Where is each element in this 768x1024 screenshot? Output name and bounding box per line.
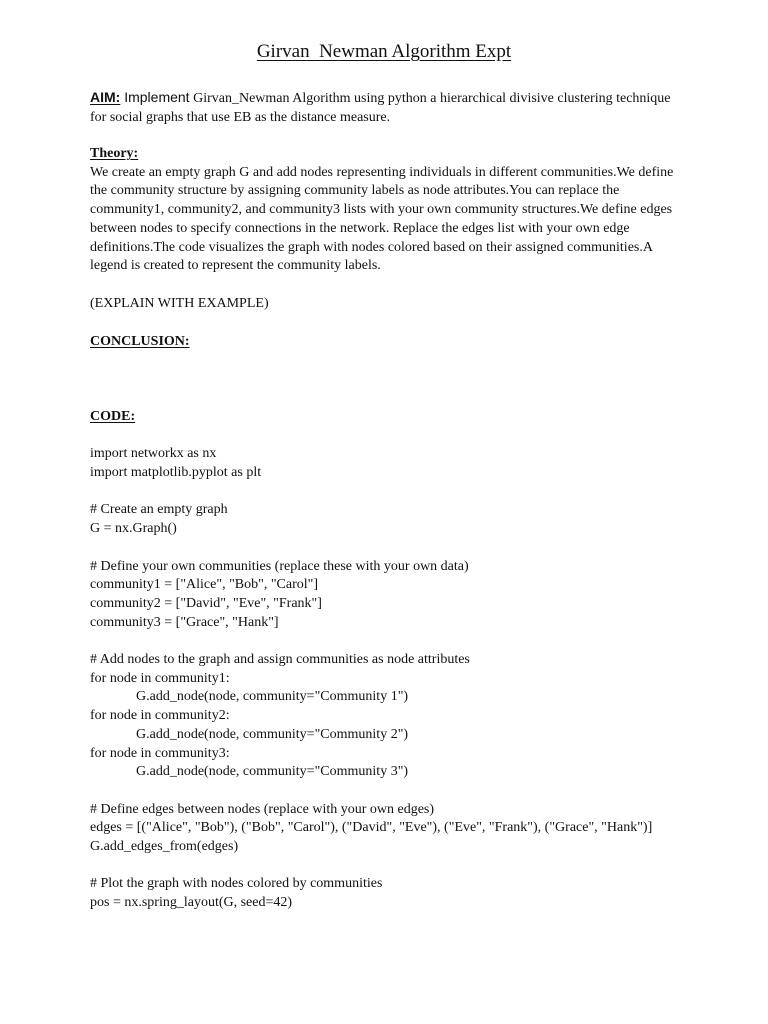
code-line: community2 = ["David", "Eve", "Frank"] — [90, 595, 322, 611]
code-line: pos = nx.spring_layout(G, seed=42) — [90, 895, 293, 911]
theory-section — [90, 145, 690, 276]
page-title: Girvan Newman Algorithm Expt — [256, 41, 512, 62]
aim-section — [90, 88, 690, 127]
conclusion-section — [90, 333, 690, 352]
theory-heading: Theory: — [90, 146, 139, 161]
code-line: import matplotlib.pyplot as plt — [90, 465, 262, 481]
code-line: # Add nodes to the graph and assign communities as node attributes — [90, 652, 470, 668]
code-line: # Define your own communities (replace these with your own data) — [90, 558, 469, 574]
theory-line: between nodes to specify connections in the network. Replace the edges list with your own edge — [90, 220, 630, 236]
code-line: edges = [("Alice", "Bob"), ("Bob", "Carol"), ("David", "Eve"), ("Eve", "Frank"), ("Grace", "Hank")] — [90, 820, 653, 836]
theory-line: legend is created to represent the community labels. — [90, 258, 381, 274]
code-line — [90, 857, 690, 876]
code-line — [90, 483, 690, 502]
code-line: import networkx as nx — [90, 446, 217, 462]
code-line: G.add_node(node, community="Community 1") — [136, 689, 409, 705]
theory-line: community1, community2, and community3 lists with your own community structures.We define edges — [90, 202, 673, 218]
code-line: community3 = ["Grace", "Hank"] — [90, 614, 279, 630]
code-line: G = nx.Graph() — [90, 521, 177, 537]
code-line: G.add_edges_from(edges) — [90, 839, 239, 855]
explain-note: (EXPLAIN WITH EXAMPLE) — [90, 296, 269, 311]
code-line: # Plot the graph with nodes colored by communities — [90, 876, 383, 892]
code-line: community1 = ["Alice", "Bob", "Carol"] — [90, 577, 319, 593]
code-line — [90, 632, 690, 651]
explain-note-block — [90, 295, 690, 314]
code-line — [90, 539, 690, 558]
aim-text: Girvan_Newman Algorithm using python a hierarchical divisive clustering technique — [189, 91, 671, 106]
blank-line — [90, 427, 690, 446]
code-line: for node in community2: — [90, 708, 230, 724]
aim-line-1 — [90, 88, 690, 109]
aim-line-2: for social graphs that use EB as the distance measure. — [90, 109, 391, 125]
code-line: G.add_node(node, community="Community 2") — [136, 726, 409, 742]
code-line: # Define edges between nodes (replace with your own edges) — [90, 801, 435, 817]
conclusion-heading: CONCLUSION: — [90, 334, 190, 349]
code-line: G.add_node(node, community="Community 3") — [136, 764, 409, 780]
code-line: for node in community3: — [90, 745, 230, 761]
theory-line: definitions.The code visualizes the graph with nodes colored based on their assigned communities.A — [90, 239, 653, 255]
code-line — [90, 782, 690, 801]
code-section — [90, 408, 690, 913]
code-line: # Create an empty graph — [90, 502, 228, 518]
code-heading: CODE: — [90, 409, 136, 424]
theory-line: the community structure by assigning community labels as node attributes.You can replace the — [90, 183, 620, 199]
theory-line: We create an empty graph G and add nodes representing individuals in different communities.We define — [90, 164, 674, 180]
aim-implement-word: Implement — [120, 89, 190, 105]
aim-label: AIM: — [90, 89, 121, 105]
code-line: for node in community1: — [90, 670, 230, 686]
